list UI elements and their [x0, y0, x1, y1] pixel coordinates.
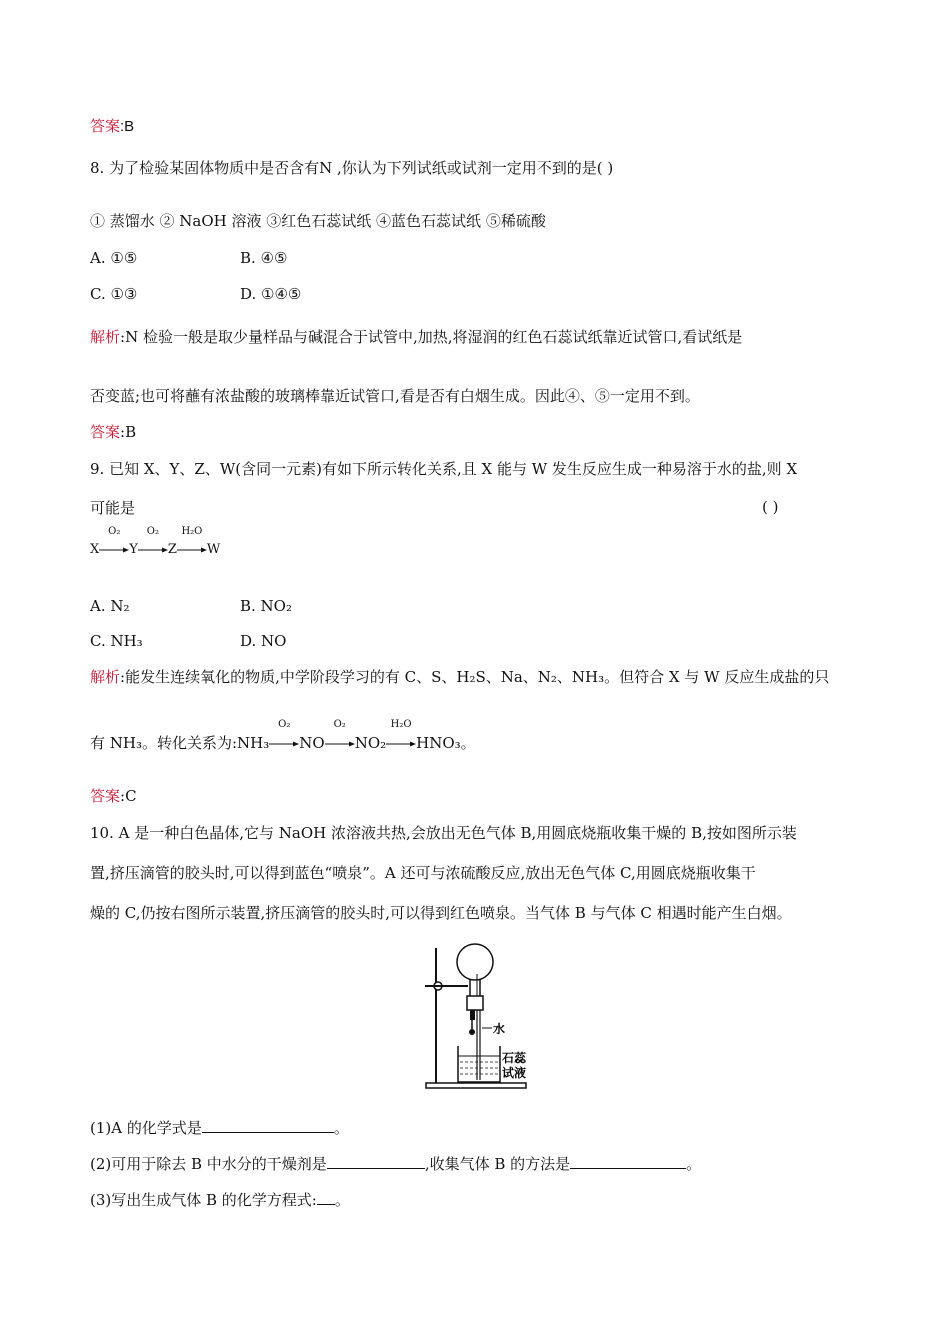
analysis-label: 解析: [90, 328, 121, 346]
scheme-reagent-1: O₂: [108, 526, 121, 537]
q9-stem-line1: 9. 已知 X、Y、Z、W(含同一元素)有如下所示转化关系,且 X 能与 W 发生反应生成一种易溶于水的盐,则 X: [90, 460, 798, 478]
arrow-right-icon: [177, 546, 207, 554]
q10-sub1: [90, 1118, 349, 1138]
sub2-text-b: ,收集气体 B 的方法是: [424, 1155, 571, 1173]
q9-analysis-line2: [90, 719, 476, 753]
q10-stem-line3: 燥的 C,仍按右图所示装置,挤压滴管的胶头时,可以得到红色喷泉。当气体 B 与气体 C 相遇时能产生白烟。: [90, 904, 792, 922]
scheme-x: X: [90, 542, 100, 557]
q8-option-a: A. ①⑤: [90, 249, 138, 267]
scheme-y: Y: [129, 542, 138, 557]
arrow-right-icon: [386, 740, 416, 748]
answer-blank[interactable]: [317, 1190, 335, 1205]
arrow-right-icon: [99, 546, 129, 554]
q7-answer: [90, 116, 134, 137]
sub2-text-a: (2)可用于除去 B 中水分的干燥剂是: [90, 1155, 327, 1173]
scheme-w: W: [206, 542, 221, 557]
q9-option-b: B. NO₂: [240, 597, 292, 615]
analysis-reagent-2: O₂: [333, 719, 346, 730]
q9-scheme: [90, 526, 221, 560]
analysis-text: :能发生连续氧化的物质,中学阶段学习的有 C、S、H₂S、Na、N₂、NH₃。但符合 X 与 W 反应生成盐的只: [120, 668, 830, 686]
q9-stem-line2: 可能是: [90, 499, 136, 517]
answer-blank[interactable]: [202, 1118, 334, 1133]
q8-option-d: D. ①④⑤: [240, 285, 302, 303]
arrow-right-icon: [325, 740, 355, 748]
analysis-label: 解析: [90, 668, 121, 686]
fountain-apparatus-figure: [420, 940, 550, 1092]
figure-label-water: 水: [493, 1022, 506, 1036]
q8-items: ① 蒸馏水 ② NaOH 溶液 ③红色石蕊试纸 ④蓝色石蕊试纸 ⑤稀硫酸: [90, 212, 546, 230]
q9-answer-paren: ( ): [762, 498, 779, 516]
scheme-z: Z: [167, 542, 177, 557]
sub1-text: (1)A 的化学式是: [90, 1119, 202, 1137]
scheme-reagent-3: H₂O: [181, 526, 203, 537]
analysis-species-no: NO: [299, 734, 325, 752]
analysis-reagent-1: O₂: [278, 719, 291, 730]
sub3-end: 。: [334, 1191, 350, 1209]
answer-blank[interactable]: [327, 1154, 425, 1169]
analysis-species-no2: NO₂: [354, 734, 387, 752]
q10-sub2: [90, 1154, 701, 1174]
q9-option-a: A. N₂: [90, 597, 130, 615]
answer-label: 答案: [90, 423, 121, 441]
q9-analysis-line1: [90, 667, 829, 687]
q9-answer: [90, 786, 137, 806]
arrow-right-icon: [269, 740, 299, 748]
q8-analysis-line2: 否变蓝;也可将蘸有浓盐酸的玻璃棒靠近试管口,看是否有白烟生成。因此④、⑤一定用不到。: [90, 387, 700, 405]
sub1-end: 。: [333, 1119, 349, 1137]
analysis-arrow-2: [325, 719, 355, 753]
q9-option-d: D. NO: [240, 632, 287, 650]
q8-analysis-line1: [90, 327, 742, 347]
q10-stem-line2: 置,挤压滴管的胶头时,可以得到蓝色“喷泉”。A 还可与浓硫酸反应,放出无色气体 C,用圆底烧瓶收集干: [90, 864, 756, 882]
answer-value: :B: [120, 423, 137, 441]
scheme-reagent-2: O₂: [146, 526, 159, 537]
answer-label: 答案: [90, 787, 121, 805]
scheme-arrow-3: [177, 526, 207, 560]
figure-label-litmus-2: 试液: [502, 1066, 527, 1080]
scheme-arrow-1: [99, 526, 129, 560]
analysis-reagent-3: H₂O: [390, 719, 412, 730]
sub2-end: 。: [686, 1155, 702, 1173]
analysis-arrow-3: [386, 719, 416, 753]
analysis-species-hno3: HNO₃。: [416, 734, 476, 752]
arrow-right-icon: [138, 546, 168, 554]
scheme-arrow-2: [138, 526, 168, 560]
q10-sub3: [90, 1190, 350, 1210]
analysis-text: 有 NH₃。转化关系为:NH₃: [90, 734, 270, 752]
q9-option-c: C. NH₃: [90, 632, 143, 650]
analysis-arrow-1: [269, 719, 299, 753]
answer-blank[interactable]: [570, 1154, 686, 1169]
figure-label-litmus-1: 石蕊: [502, 1051, 527, 1065]
q10-stem-line1: 10. A 是一种白色晶体,它与 NaOH 浓溶液共热,会放出无色气体 B,用圆底烧瓶收集干燥的 B,按如图所示装: [90, 824, 797, 842]
answer-label: 答案: [90, 117, 121, 135]
q8-stem: 8. 为了检验某固体物质中是否含有N ,你认为下列试纸或试剂一定用不到的是( ): [90, 159, 614, 177]
answer-value: :B: [120, 118, 135, 135]
q8-answer: [90, 422, 136, 442]
analysis-text: :N 检验一般是取少量样品与碱混合于试管中,加热,将湿润的红色石蕊试纸靠近试管口,看试纸是: [120, 328, 743, 346]
sub3-text: (3)写出生成气体 B 的化学方程式:: [90, 1191, 317, 1209]
answer-value: :C: [120, 787, 137, 805]
q8-option-c: C. ①③: [90, 285, 138, 303]
q8-option-b: B. ④⑤: [240, 249, 288, 267]
